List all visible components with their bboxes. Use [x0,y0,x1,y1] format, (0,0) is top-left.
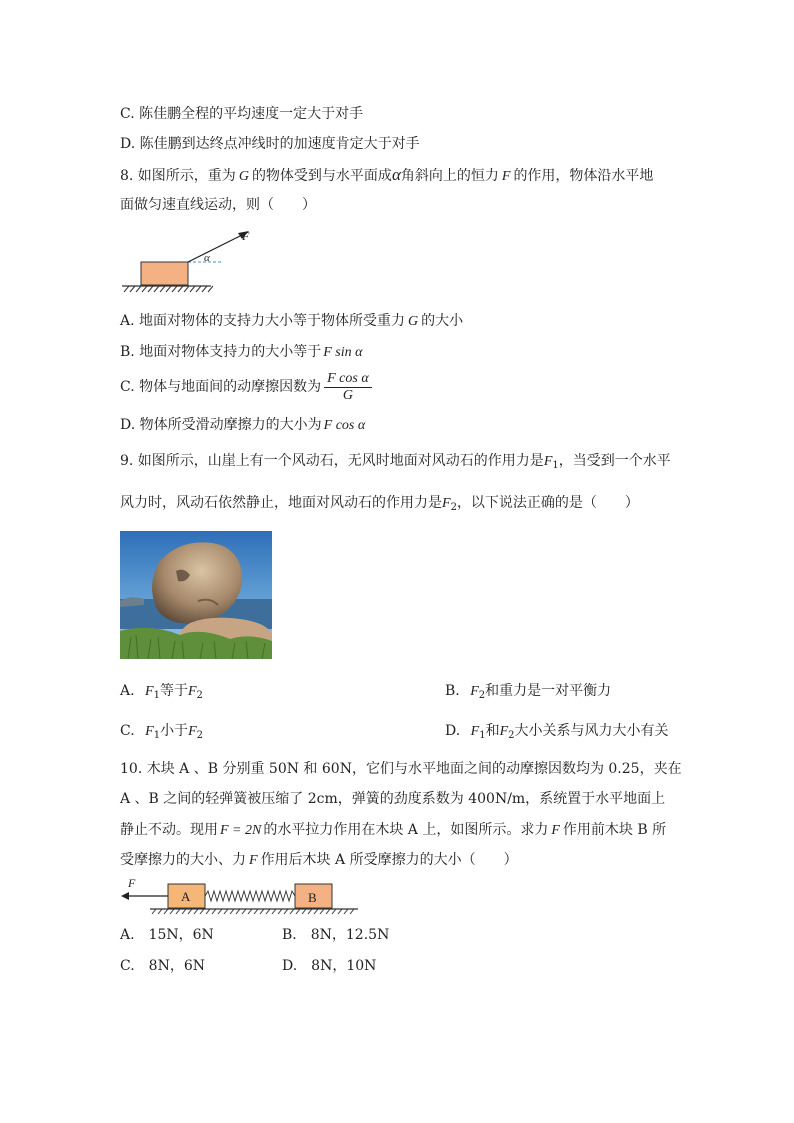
q9-stem-line1 [120,452,671,475]
q10-block-b-label: B [308,890,317,905]
q8-option-c-text: C. 物体与地面间的动摩擦因数为 [120,379,322,395]
q9-option-c-mid: 小于 [160,723,189,739]
q9-option-b [445,682,611,705]
q9-option-c-f1: F [145,724,154,739]
q9-option-a-f2-sub: 2 [196,690,203,701]
q9-stem2-text-a: 风力时，风动石依然静止，地面对风动石的作用力是 [120,495,442,511]
q8-angle-label: α [204,252,210,264]
q8-option-b [120,343,362,362]
q9-option-d-mid: 和 [485,723,500,739]
q9-stem-line2 [120,494,639,517]
q10-line4-text-a: 受摩擦力的大小、力 [120,852,246,868]
q8-figure [118,228,258,298]
q9-option-d-pre: D. [445,723,461,739]
q10-stem-line4 [120,851,518,870]
q8-option-c-numerator: F cos α [324,371,372,388]
q8-ground-hatch [124,286,213,292]
q9-option-c-f1-sub: 1 [153,730,161,741]
q9-option-d-f2: F [499,724,509,739]
q10-line4-text-b: 作用后木块 A 所受摩擦力的大小（ ） [260,852,518,868]
q10-block-a-label: A [181,889,191,904]
q8-option-d-math: F cos α [323,418,366,433]
q9-option-d-f2-sub: 2 [508,730,515,741]
q8-stem-line1 [120,166,653,186]
q10-line3-text-a: 静止不动。现用 [120,822,218,838]
q9-option-a-f2: F [187,684,197,699]
q9-option-a-f1-sub: 1 [153,690,160,701]
q10-line4-f: F [249,853,258,868]
q10-stem-line3 [120,821,666,840]
q8-option-d-text: D. 物体所受滑动摩擦力的大小为 [120,417,322,433]
q10-option-d: D. 8N，10N [282,958,377,974]
q9-option-c [120,722,203,745]
q8-option-c-fraction [324,371,372,404]
q8-force-arrow [188,234,244,262]
q10-spring [205,891,295,901]
q10-stem-line1: 10. 木块 A 、B 分别重 50N 和 60N，它们与水平地面之间的动摩擦因数均为 0.25，夹在 [120,761,682,777]
q9-option-c-pre: C. [120,723,135,739]
q10-line3-f: F [551,823,560,838]
q9-option-b-f2-sub: 2 [478,690,486,701]
q8-stem-line2: 面做匀速直线运动，则（ ） [120,197,316,213]
q9-option-d [445,722,669,745]
q9-stem-f1-sub: 1 [552,460,559,471]
q10-line3-text-b: 的水平拉力作用在木块 A 上，如图所示。求力 [263,822,549,838]
q9-option-b-pre: B. [445,683,460,699]
q8-option-a [120,312,463,331]
q9-stem-f2: F [442,496,451,511]
q8-option-b-math: F sin α [323,345,363,360]
q8-option-a-text: A. 地面对物体的支持力大小等于物体所受重力 [120,313,406,329]
q9-stem-f1: F [543,454,553,469]
q9-option-a [120,682,203,705]
q9-option-a-pre: A. [120,683,135,699]
q8-stem-alpha: α [391,165,401,184]
q10-ground-hatch [152,909,354,914]
q8-block [141,262,188,285]
q8-stem-f: F [501,169,511,184]
q10-option-a: A. 15N，6N [120,927,214,943]
q9-stem-text-a: 9. 如图所示，山崖上有一个风动石，无风时地面对风动石的作用力是 [120,453,544,469]
q9-option-b-f2: F [470,684,479,699]
q7-option-d: D. 陈佳鹏到达终点冲线时的加速度肯定大于对手 [120,136,420,152]
q8-option-d [120,416,365,435]
q9-stem-text-b: ，当受到一个水平 [558,453,671,469]
q7-option-c: C. 陈佳鹏全程的平均速度一定大于对手 [120,106,364,122]
q8-option-a-g: G [408,314,419,329]
q9-stem2-text-b: ，以下说法正确的是（ ） [456,495,639,511]
q9-rock-photo [120,531,272,659]
q10-line3-text-c: 作用前木块 B 所 [562,822,667,838]
q8-force-label: F [242,229,250,243]
q10-force-label: F [128,876,136,890]
q8-stem-text-c: 角斜向上的恒力 [400,168,499,184]
q8-stem-text-b: 的物体受到与水平面成 [251,168,392,184]
q9-option-c-f2: F [188,724,197,739]
q10-line3-math: F = 2N [220,823,262,838]
q10-force-arrowhead [121,892,129,900]
q9-option-c-f2-sub: 2 [196,730,203,741]
q9-option-b-text: 和重力是一对平衡力 [485,683,612,699]
q8-stem-text-d: 的作用，物体沿水平地 [513,168,654,184]
q8-option-b-text: B. 地面对物体支持力的大小等于 [120,344,322,360]
q9-option-d-f1-sub: 1 [479,730,486,741]
q8-option-c-denominator: G [342,387,353,403]
q8-stem-text-a: 8. 如图所示，重为 [120,168,236,184]
q10-stem-line2: A 、B 之间的轻弹簧被压缩了 2cm，弹簧的劲度系数为 400N/m，系统置于水平地面上 [120,791,666,807]
q8-option-a-tail: 的大小 [421,313,464,329]
q8-stem-g: G [238,169,249,184]
q10-figure [118,874,368,916]
q8-option-c [120,369,375,405]
q10-option-b: B. 8N，12.5N [282,927,390,943]
q9-option-d-f1: F [470,724,480,739]
q9-option-a-mid: 等于 [159,683,188,699]
q10-option-c: C. 8N，6N [120,958,205,974]
q9-stem-f2-sub: 2 [450,502,457,513]
q9-option-d-text: 大小关系与风力大小有关 [514,723,669,739]
q9-option-a-f1: F [145,684,154,699]
